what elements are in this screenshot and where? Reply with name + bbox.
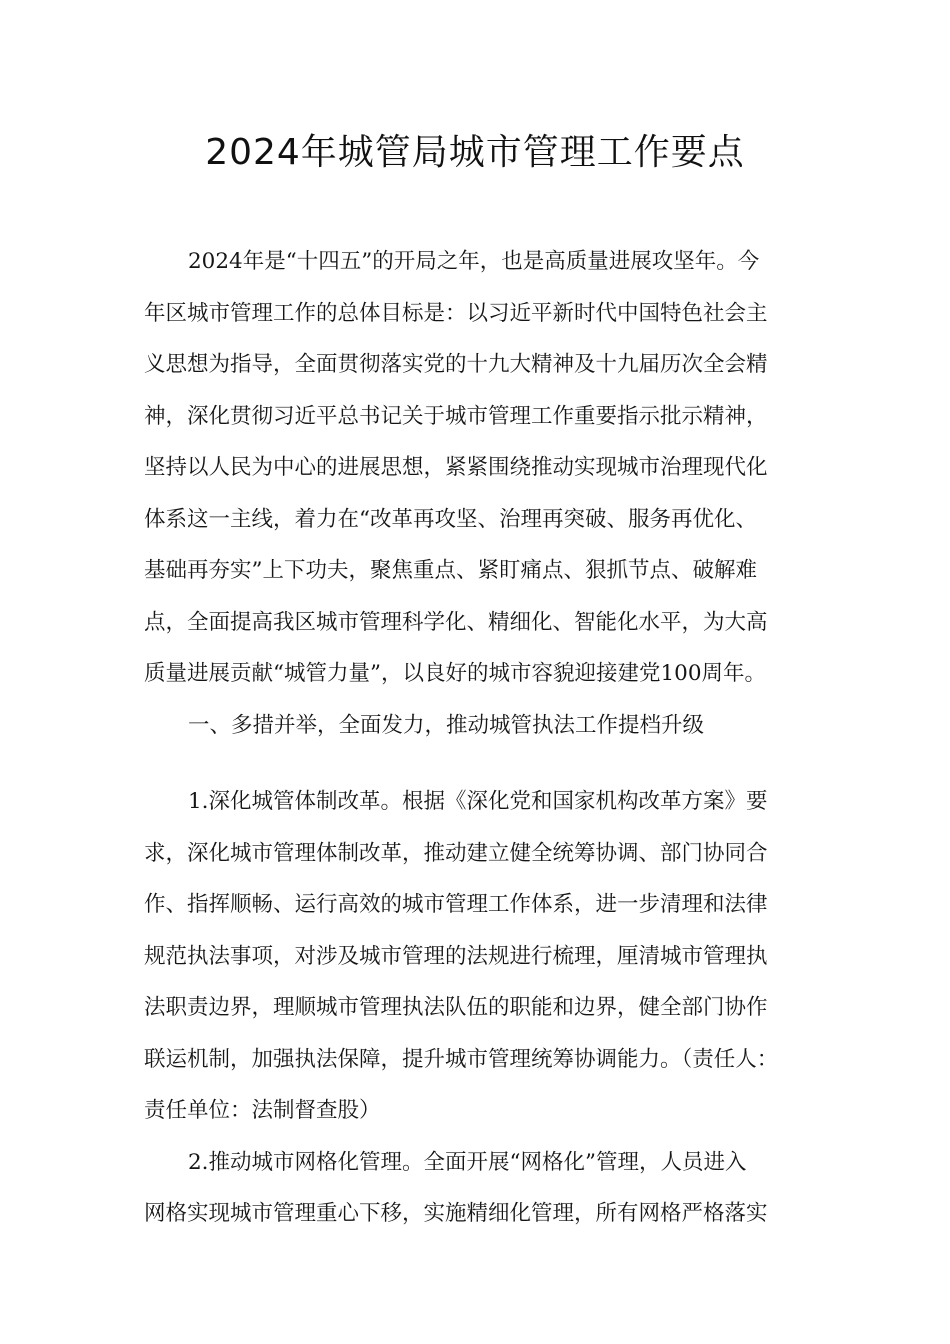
- paragraph-line: 义思想为指导，全面贯彻落实党的十九大精神及十九届历次全会精: [144, 352, 768, 377]
- paragraph-line: 2024年是“十四五”的开局之年，也是高质量进展攻坚年。今: [188, 249, 760, 274]
- paragraph-line: 1.深化城管体制改革。根据《深化党和国家机构改革方案》要: [188, 789, 768, 814]
- paragraph-line: 2.推动城市网格化管理。全面开展“网格化”管理，人员进入: [188, 1149, 747, 1175]
- paragraph-line: 求，深化城市管理体制改革，推动建立健全统筹协调、部门协同合: [144, 840, 768, 866]
- paragraph-line: 责任单位：法制督查股）: [144, 1098, 381, 1123]
- paragraph-line: 作、指挥顺畅、运行高效的城市管理工作体系，进一步清理和法律: [144, 892, 768, 917]
- paragraph-line: 联运机制，加强执法保障，提升城市管理统筹协调能力。（责任人：: [144, 1046, 779, 1072]
- paragraph-line: 点，全面提高我区城市管理科学化、精细化、智能化水平，为大高: [144, 609, 768, 635]
- item-1-paragraph: [144, 776, 806, 1240]
- paragraph-line: 年区城市管理工作的总体目标是：以习近平新时代中国特色社会主: [144, 300, 768, 326]
- paragraph-line: 神，深化贯彻习近平总书记关于城市管理工作重要指示批示精神，: [144, 403, 768, 429]
- section-heading: 一、多措并举，全面发力，推动城管执法工作提档升级: [188, 712, 705, 738]
- intro-paragraph: [144, 236, 806, 751]
- paragraph-line: 质量进展贡献“城管力量”，以良好的城市容貌迎接建党100周年。: [144, 661, 767, 686]
- document-title: 2024年城管局城市管理工作要点: [205, 132, 745, 173]
- paragraph-line: 法职责边界，理顺城市管理执法队伍的职能和边界，健全部门协作: [144, 995, 768, 1020]
- paragraph-line: 规范执法事项，对涉及城市管理的法规进行梳理，厘清城市管理执: [144, 943, 768, 969]
- paragraph-line: 坚持以人民为中心的进展思想，紧紧围绕推动实现城市治理现代化: [144, 455, 768, 480]
- paragraph-line: 网格实现城市管理重心下移，实施精细化管理，所有网格严格落实: [144, 1201, 768, 1226]
- paragraph-line: 体系这一主线，着力在“改革再攻坚、治理再突破、服务再优化、: [144, 506, 757, 532]
- paragraph-line: 基础再夯实”上下功夫，聚焦重点、紧盯痛点、狠抓节点、破解难: [144, 558, 757, 583]
